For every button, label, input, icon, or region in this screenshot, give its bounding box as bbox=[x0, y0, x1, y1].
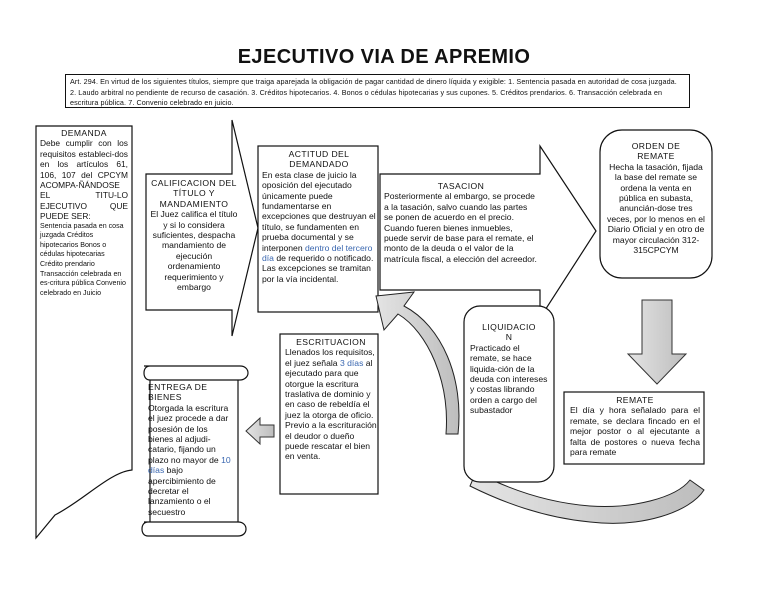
entrega-deadline: 10 días bbox=[148, 454, 231, 476]
entrega-body bbox=[148, 403, 232, 517]
orden-remate-text bbox=[606, 141, 706, 255]
demanda-text bbox=[40, 128, 128, 298]
entrega-body-before: Otorgada la escritura el juez procede a dar posesión de los bienes al adjudi-catario, fijando un plazo no mayor de bbox=[148, 402, 229, 465]
actitud-body bbox=[262, 170, 376, 264]
tasacion-text bbox=[384, 181, 538, 264]
escrituracion-body-after: al ejecutado para que otorgue la escritura traslativa de dominio y en caso de rebeldía el juez la otorga de oficio. bbox=[285, 357, 374, 420]
actitud-body-after: de requerido o notificado. bbox=[276, 253, 374, 264]
demanda-list: Sentencia pasada en cosa juzgada Créditos hipotecarios Bonos o cédulas hipotecarias Crédito prendario Transacción celebrada en es-critura pública Convenio celebrado en Juicio bbox=[40, 221, 126, 297]
calificacion-text bbox=[150, 178, 238, 292]
entrega-scroll-bottom bbox=[142, 522, 246, 536]
escrituracion-body bbox=[285, 347, 377, 420]
actitud-body-extra: Las excepciones se tramitan por la vía incidental. bbox=[262, 263, 371, 284]
orden-remate-body: Hecha la tasación, fijada la base del remate se ordena la venta en pública en subasta, anuncián-dose tres veces, por lo menos en el Diario Oficial y en otro de mayor circulación 312-315CPCYM bbox=[607, 161, 705, 256]
remate-body: El día y hora señalado para el remate, se declara fincado en el mejor postor o al ejecutante a falta de postores o nueva fecha para remate bbox=[570, 405, 700, 458]
entrega-text bbox=[148, 382, 232, 517]
curved-arrow-top bbox=[376, 292, 459, 434]
actitud-deadline: dentro del tercero día bbox=[262, 242, 373, 264]
article-text: Art. 294. En virtud de los siguientes títulos, siempre que traiga aparejada la obligación de pagar cantidad de dinero líquida y exigible: 1. Sentencia pasada en autoridad de cosa juzgada. 2. Laudo arbitral no pendiente de recurso de casación. 3. Créditos hipotecarios. 4. Bonos o cédulas hipotecarias y sus cupones. 5. Créditos prendarios. 6. Transacción celebrada en escritura pública. 7. Convenio celebrado en juicio. bbox=[70, 77, 677, 108]
liquidacion-heading: LIQUIDACIO N bbox=[482, 322, 536, 343]
calificacion-heading: CALIFICACION DEL TÍTULO Y MANDAMIENTO bbox=[151, 178, 237, 209]
remate-heading: REMATE bbox=[616, 395, 654, 405]
escrituracion-heading: ESCRITUACION bbox=[296, 337, 366, 347]
demanda-heading: DEMANDA bbox=[61, 128, 107, 138]
remate-text bbox=[570, 395, 700, 457]
page-title: EJECUTIVO VIA DE APREMIO bbox=[237, 46, 531, 68]
liquidacion-body: Practicado el remate, se hace liquida-ción de la deuda con intereses y costas librando orden a cargo del subastador bbox=[470, 342, 548, 416]
orden-remate-heading: ORDEN DE REMATE bbox=[631, 141, 681, 162]
liquidacion-text bbox=[470, 322, 548, 416]
tasacion-heading: TASACION bbox=[437, 181, 485, 191]
actitud-heading: ACTITUD DEL DEMANDADO bbox=[288, 149, 350, 170]
down-arrow bbox=[628, 300, 686, 384]
article-294-box bbox=[65, 74, 690, 108]
entrega-body-after: bajo apercibimiento de decretar el lanzamiento o el secuestro bbox=[148, 465, 216, 517]
calificacion-body: El Juez califica el título y si lo considera suficientes, despacha mandamiento de ejecución ordenamiento requerimiento y embargo bbox=[150, 209, 238, 293]
tasacion-body: Posteriormente al embargo, se procede a la tasación, salvo cuando las partes se ponen de acuerdo en el precio. Cuando fueren bienes inmuebles, puede servir de base para el remate, el monto de la deuda o el valor de la matrícula fiscal, a elección del acreedor. bbox=[384, 191, 537, 264]
entrega-heading: ENTREGA DE BIENES bbox=[148, 382, 208, 403]
actitud-text bbox=[262, 149, 376, 284]
entrega-scroll-top bbox=[144, 366, 248, 380]
escrituracion-deadline: 3 días bbox=[339, 357, 364, 368]
actitud-body-before: En esta clase de juicio la oposición del ejecutado únicamente puede fundamentarse en excepciones que destruyan el título, se fundamenten en prueba documental y se interponen bbox=[262, 169, 376, 253]
demanda-body: Debe cumplir con los requisitos estableci-dos en los artículos 61, 106, 107 del CPCYM ACOMPA-ÑÁNDOSE EL TITU-LO EJECUTIVO QUE PUEDE SER: bbox=[40, 138, 128, 222]
escrituracion-text bbox=[285, 337, 377, 462]
left-arrow bbox=[246, 418, 274, 444]
escrituracion-body-extra: Previo a la escrituración el deudor o dueño puede rescatar el bien en venta. bbox=[285, 420, 377, 462]
escrituracion-body-before: Llenados los requisitos, el juez señala bbox=[285, 347, 375, 368]
